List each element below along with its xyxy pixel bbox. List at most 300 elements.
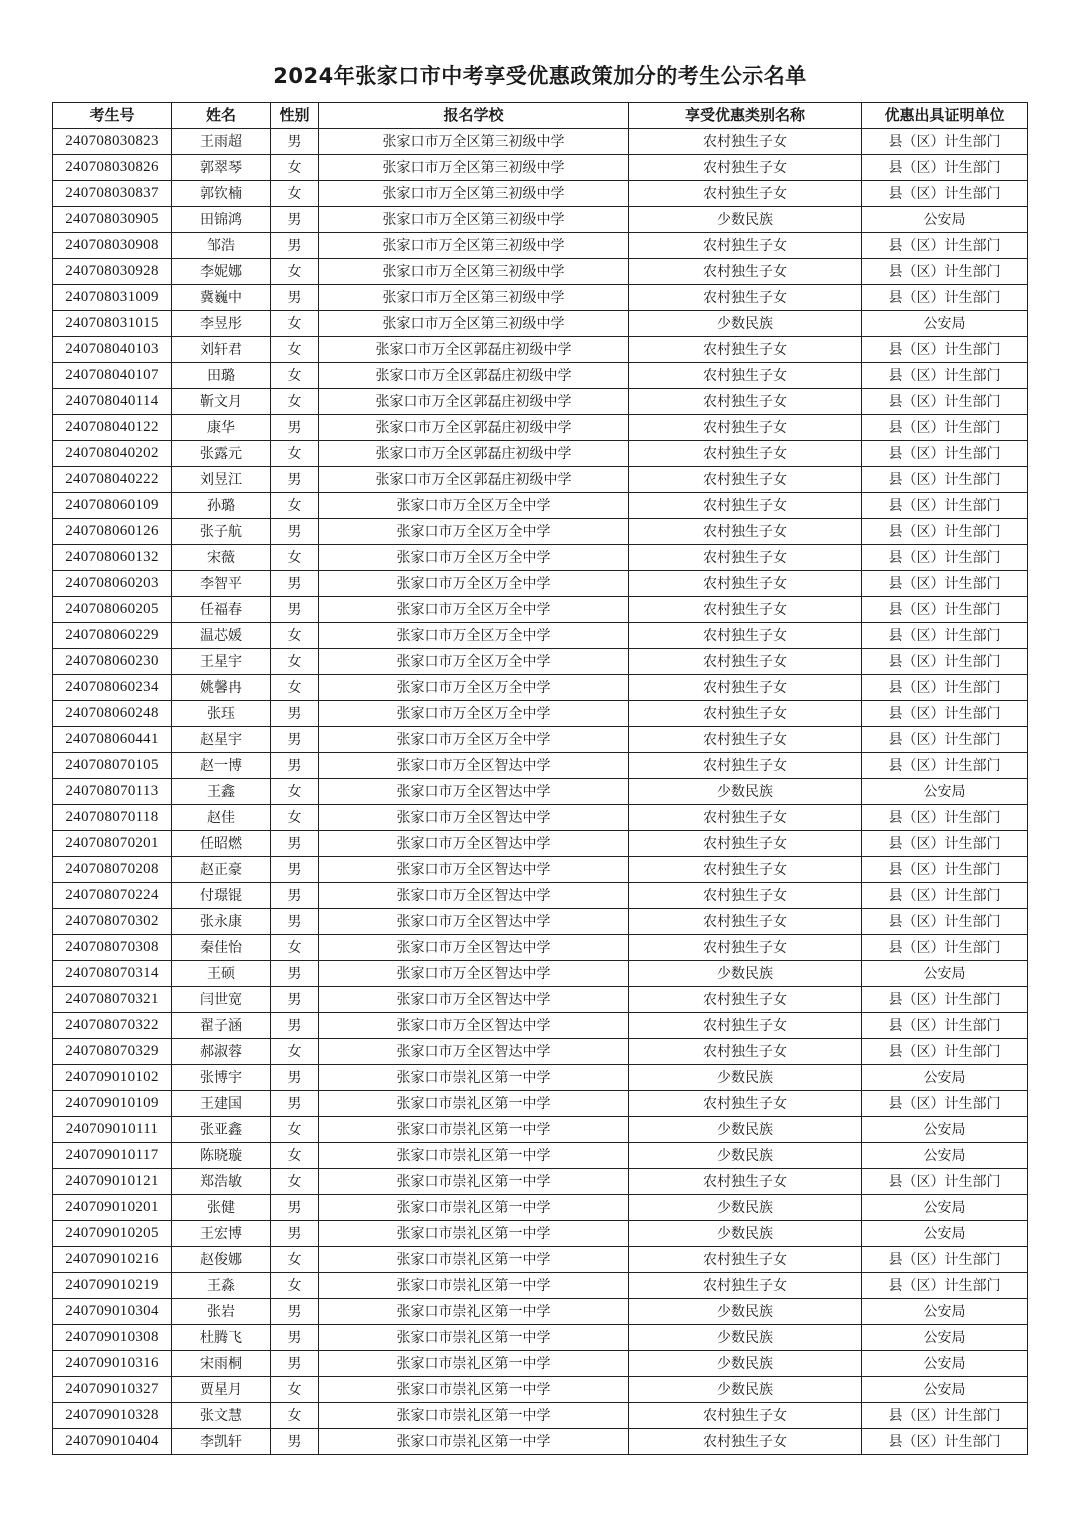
name-cell: 姚馨冉 bbox=[172, 675, 271, 701]
gender-cell: 女 bbox=[271, 259, 319, 285]
gender-cell: 男 bbox=[271, 831, 319, 857]
school-cell: 张家口市万全区智达中学 bbox=[319, 1039, 629, 1065]
issuer-cell: 公安局 bbox=[862, 1195, 1028, 1221]
name-cell: 赵佳 bbox=[172, 805, 271, 831]
name-cell: 王硕 bbox=[172, 961, 271, 987]
exam-id-cell: 240709010109 bbox=[53, 1091, 172, 1117]
gender-cell: 女 bbox=[271, 545, 319, 571]
category-cell: 少数民族 bbox=[629, 207, 862, 233]
category-cell: 农村独生子女 bbox=[629, 987, 862, 1013]
school-cell: 张家口市万全区第三初级中学 bbox=[319, 259, 629, 285]
issuer-cell: 县（区）计生部门 bbox=[862, 753, 1028, 779]
gender-cell: 男 bbox=[271, 233, 319, 259]
exam-id-cell: 240708030928 bbox=[53, 259, 172, 285]
school-cell: 张家口市万全区第三初级中学 bbox=[319, 311, 629, 337]
table-row bbox=[53, 1299, 1028, 1325]
table-row bbox=[53, 129, 1028, 155]
exam-id-cell: 240708060205 bbox=[53, 597, 172, 623]
gender-cell: 男 bbox=[271, 129, 319, 155]
table-row bbox=[53, 1143, 1028, 1169]
category-cell: 农村独生子女 bbox=[629, 1039, 862, 1065]
school-cell: 张家口市万全区郭磊庄初级中学 bbox=[319, 441, 629, 467]
table-row bbox=[53, 1351, 1028, 1377]
exam-id-cell: 240708070321 bbox=[53, 987, 172, 1013]
category-cell: 农村独生子女 bbox=[629, 805, 862, 831]
name-cell: 翟子涵 bbox=[172, 1013, 271, 1039]
school-cell: 张家口市崇礼区第一中学 bbox=[319, 1325, 629, 1351]
exam-id-cell: 240708070105 bbox=[53, 753, 172, 779]
issuer-cell: 县（区）计生部门 bbox=[862, 441, 1028, 467]
school-cell: 张家口市崇礼区第一中学 bbox=[319, 1351, 629, 1377]
category-cell: 农村独生子女 bbox=[629, 909, 862, 935]
gender-cell: 男 bbox=[271, 1351, 319, 1377]
issuer-cell: 县（区）计生部门 bbox=[862, 597, 1028, 623]
school-cell: 张家口市崇礼区第一中学 bbox=[319, 1377, 629, 1403]
school-cell: 张家口市万全区智达中学 bbox=[319, 883, 629, 909]
name-cell: 郭翠琴 bbox=[172, 155, 271, 181]
issuer-cell: 县（区）计生部门 bbox=[862, 545, 1028, 571]
category-cell: 少数民族 bbox=[629, 961, 862, 987]
exam-id-cell: 240708060248 bbox=[53, 701, 172, 727]
school-cell: 张家口市万全区智达中学 bbox=[319, 779, 629, 805]
category-cell: 农村独生子女 bbox=[629, 649, 862, 675]
issuer-cell: 县（区）计生部门 bbox=[862, 259, 1028, 285]
category-cell: 农村独生子女 bbox=[629, 233, 862, 259]
category-cell: 农村独生子女 bbox=[629, 753, 862, 779]
table-row bbox=[53, 467, 1028, 493]
issuer-cell: 县（区）计生部门 bbox=[862, 857, 1028, 883]
table-row bbox=[53, 961, 1028, 987]
name-cell: 张亚鑫 bbox=[172, 1117, 271, 1143]
name-cell: 张珏 bbox=[172, 701, 271, 727]
issuer-cell: 县（区）计生部门 bbox=[862, 623, 1028, 649]
category-cell: 少数民族 bbox=[629, 1377, 862, 1403]
school-cell: 张家口市万全区郭磊庄初级中学 bbox=[319, 467, 629, 493]
table-row bbox=[53, 259, 1028, 285]
name-cell: 李妮娜 bbox=[172, 259, 271, 285]
school-cell: 张家口市万全区万全中学 bbox=[319, 727, 629, 753]
issuer-cell: 县（区）计生部门 bbox=[862, 727, 1028, 753]
exam-id-cell: 240708030908 bbox=[53, 233, 172, 259]
table-row bbox=[53, 493, 1028, 519]
school-cell: 张家口市万全区智达中学 bbox=[319, 1013, 629, 1039]
name-cell: 王淼 bbox=[172, 1273, 271, 1299]
issuer-cell: 县（区）计生部门 bbox=[862, 467, 1028, 493]
gender-cell: 男 bbox=[271, 753, 319, 779]
name-cell: 刘轩君 bbox=[172, 337, 271, 363]
school-cell: 张家口市万全区智达中学 bbox=[319, 857, 629, 883]
school-cell: 张家口市万全区郭磊庄初级中学 bbox=[319, 415, 629, 441]
issuer-cell: 县（区）计生部门 bbox=[862, 831, 1028, 857]
category-cell: 少数民族 bbox=[629, 779, 862, 805]
table-row bbox=[53, 233, 1028, 259]
exam-id-cell: 240708070118 bbox=[53, 805, 172, 831]
category-cell: 农村独生子女 bbox=[629, 545, 862, 571]
exam-id-cell: 240709010205 bbox=[53, 1221, 172, 1247]
category-cell: 农村独生子女 bbox=[629, 337, 862, 363]
gender-cell: 女 bbox=[271, 1377, 319, 1403]
school-cell: 张家口市万全区智达中学 bbox=[319, 753, 629, 779]
name-cell: 张露元 bbox=[172, 441, 271, 467]
category-cell: 少数民族 bbox=[629, 311, 862, 337]
issuer-cell: 县（区）计生部门 bbox=[862, 415, 1028, 441]
category-cell: 农村独生子女 bbox=[629, 389, 862, 415]
exam-id-cell: 240708070302 bbox=[53, 909, 172, 935]
school-cell: 张家口市万全区万全中学 bbox=[319, 649, 629, 675]
school-cell: 张家口市崇礼区第一中学 bbox=[319, 1065, 629, 1091]
name-cell: 秦佳怡 bbox=[172, 935, 271, 961]
table-row bbox=[53, 415, 1028, 441]
gender-cell: 女 bbox=[271, 1273, 319, 1299]
name-cell: 王雨超 bbox=[172, 129, 271, 155]
category-cell: 农村独生子女 bbox=[629, 519, 862, 545]
exam-id-cell: 240709010102 bbox=[53, 1065, 172, 1091]
name-cell: 王鑫 bbox=[172, 779, 271, 805]
gender-cell: 女 bbox=[271, 1039, 319, 1065]
issuer-cell: 公安局 bbox=[862, 1221, 1028, 1247]
issuer-cell: 县（区）计生部门 bbox=[862, 1403, 1028, 1429]
column-header-gender: 性别 bbox=[271, 103, 319, 129]
gender-cell: 男 bbox=[271, 597, 319, 623]
category-cell: 农村独生子女 bbox=[629, 467, 862, 493]
table-row bbox=[53, 1221, 1028, 1247]
gender-cell: 男 bbox=[271, 207, 319, 233]
school-cell: 张家口市万全区万全中学 bbox=[319, 519, 629, 545]
name-cell: 孙璐 bbox=[172, 493, 271, 519]
name-cell: 郭钦楠 bbox=[172, 181, 271, 207]
school-cell: 张家口市万全区郭磊庄初级中学 bbox=[319, 389, 629, 415]
column-header-category: 享受优惠类别名称 bbox=[629, 103, 862, 129]
table-row bbox=[53, 649, 1028, 675]
gender-cell: 女 bbox=[271, 389, 319, 415]
issuer-cell: 县（区）计生部门 bbox=[862, 1091, 1028, 1117]
gender-cell: 男 bbox=[271, 987, 319, 1013]
category-cell: 农村独生子女 bbox=[629, 1091, 862, 1117]
gender-cell: 男 bbox=[271, 1325, 319, 1351]
issuer-cell: 县（区）计生部门 bbox=[862, 129, 1028, 155]
table-row bbox=[53, 1013, 1028, 1039]
school-cell: 张家口市万全区智达中学 bbox=[319, 909, 629, 935]
gender-cell: 男 bbox=[271, 467, 319, 493]
table-row bbox=[53, 311, 1028, 337]
issuer-cell: 县（区）计生部门 bbox=[862, 389, 1028, 415]
gender-cell: 男 bbox=[271, 1065, 319, 1091]
name-cell: 张岩 bbox=[172, 1299, 271, 1325]
issuer-cell: 县（区）计生部门 bbox=[862, 337, 1028, 363]
table-row bbox=[53, 935, 1028, 961]
school-cell: 张家口市崇礼区第一中学 bbox=[319, 1299, 629, 1325]
exam-id-cell: 240708060229 bbox=[53, 623, 172, 649]
issuer-cell: 公安局 bbox=[862, 1143, 1028, 1169]
exam-id-cell: 240708060441 bbox=[53, 727, 172, 753]
gender-cell: 女 bbox=[271, 779, 319, 805]
name-cell: 张健 bbox=[172, 1195, 271, 1221]
category-cell: 农村独生子女 bbox=[629, 1247, 862, 1273]
gender-cell: 女 bbox=[271, 181, 319, 207]
name-cell: 康华 bbox=[172, 415, 271, 441]
table-row bbox=[53, 623, 1028, 649]
exam-id-cell: 240709010328 bbox=[53, 1403, 172, 1429]
page-title: 2024年张家口市中考享受优惠政策加分的考生公示名单 bbox=[273, 64, 807, 88]
table-row bbox=[53, 597, 1028, 623]
school-cell: 张家口市崇礼区第一中学 bbox=[319, 1247, 629, 1273]
issuer-cell: 县（区）计生部门 bbox=[862, 571, 1028, 597]
table-row bbox=[53, 207, 1028, 233]
category-cell: 少数民族 bbox=[629, 1221, 862, 1247]
name-cell: 田璐 bbox=[172, 363, 271, 389]
category-cell: 农村独生子女 bbox=[629, 1013, 862, 1039]
gender-cell: 男 bbox=[271, 1429, 319, 1455]
exam-id-cell: 240708030837 bbox=[53, 181, 172, 207]
gender-cell: 女 bbox=[271, 363, 319, 389]
category-cell: 农村独生子女 bbox=[629, 701, 862, 727]
gender-cell: 男 bbox=[271, 285, 319, 311]
exam-id-cell: 240709010308 bbox=[53, 1325, 172, 1351]
table-row bbox=[53, 1403, 1028, 1429]
school-cell: 张家口市万全区第三初级中学 bbox=[319, 155, 629, 181]
table-row bbox=[53, 1117, 1028, 1143]
school-cell: 张家口市万全区第三初级中学 bbox=[319, 285, 629, 311]
table-row bbox=[53, 701, 1028, 727]
school-cell: 张家口市万全区智达中学 bbox=[319, 805, 629, 831]
issuer-cell: 县（区）计生部门 bbox=[862, 935, 1028, 961]
table-row bbox=[53, 1377, 1028, 1403]
issuer-cell: 县（区）计生部门 bbox=[862, 519, 1028, 545]
issuer-cell: 县（区）计生部门 bbox=[862, 1273, 1028, 1299]
school-cell: 张家口市万全区万全中学 bbox=[319, 675, 629, 701]
school-cell: 张家口市万全区智达中学 bbox=[319, 961, 629, 987]
issuer-cell: 公安局 bbox=[862, 961, 1028, 987]
category-cell: 农村独生子女 bbox=[629, 675, 862, 701]
issuer-cell: 县（区）计生部门 bbox=[862, 1429, 1028, 1455]
school-cell: 张家口市崇礼区第一中学 bbox=[319, 1169, 629, 1195]
issuer-cell: 县（区）计生部门 bbox=[862, 883, 1028, 909]
category-cell: 农村独生子女 bbox=[629, 493, 862, 519]
gender-cell: 男 bbox=[271, 415, 319, 441]
exam-id-cell: 240708070208 bbox=[53, 857, 172, 883]
table-row bbox=[53, 727, 1028, 753]
exam-id-cell: 240708060203 bbox=[53, 571, 172, 597]
exam-id-cell: 240708070201 bbox=[53, 831, 172, 857]
gender-cell: 男 bbox=[271, 1091, 319, 1117]
table-row bbox=[53, 519, 1028, 545]
category-cell: 少数民族 bbox=[629, 1325, 862, 1351]
gender-cell: 女 bbox=[271, 1403, 319, 1429]
exam-id-cell: 240709010121 bbox=[53, 1169, 172, 1195]
category-cell: 农村独生子女 bbox=[629, 1273, 862, 1299]
issuer-cell: 公安局 bbox=[862, 1065, 1028, 1091]
name-cell: 杜腾飞 bbox=[172, 1325, 271, 1351]
table-row bbox=[53, 883, 1028, 909]
issuer-cell: 县（区）计生部门 bbox=[862, 805, 1028, 831]
exam-id-cell: 240709010316 bbox=[53, 1351, 172, 1377]
gender-cell: 女 bbox=[271, 675, 319, 701]
school-cell: 张家口市崇礼区第一中学 bbox=[319, 1117, 629, 1143]
school-cell: 张家口市万全区万全中学 bbox=[319, 597, 629, 623]
gender-cell: 女 bbox=[271, 1143, 319, 1169]
table-row bbox=[53, 1065, 1028, 1091]
school-cell: 张家口市万全区智达中学 bbox=[319, 987, 629, 1013]
exam-id-cell: 240709010327 bbox=[53, 1377, 172, 1403]
gender-cell: 男 bbox=[271, 727, 319, 753]
gender-cell: 男 bbox=[271, 1299, 319, 1325]
table-row bbox=[53, 753, 1028, 779]
name-cell: 冀巍中 bbox=[172, 285, 271, 311]
exam-id-cell: 240708030905 bbox=[53, 207, 172, 233]
name-cell: 张文慧 bbox=[172, 1403, 271, 1429]
gender-cell: 男 bbox=[271, 857, 319, 883]
table-row bbox=[53, 155, 1028, 181]
gender-cell: 女 bbox=[271, 1117, 319, 1143]
exam-id-cell: 240708040202 bbox=[53, 441, 172, 467]
name-cell: 任福春 bbox=[172, 597, 271, 623]
issuer-cell: 县（区）计生部门 bbox=[862, 987, 1028, 1013]
exam-id-cell: 240708031015 bbox=[53, 311, 172, 337]
table-row bbox=[53, 1247, 1028, 1273]
name-cell: 宋雨桐 bbox=[172, 1351, 271, 1377]
school-cell: 张家口市万全区万全中学 bbox=[319, 623, 629, 649]
table-row bbox=[53, 1039, 1028, 1065]
name-cell: 邹浩 bbox=[172, 233, 271, 259]
exam-id-cell: 240708031009 bbox=[53, 285, 172, 311]
category-cell: 农村独生子女 bbox=[629, 415, 862, 441]
category-cell: 少数民族 bbox=[629, 1299, 862, 1325]
column-header-school: 报名学校 bbox=[319, 103, 629, 129]
name-cell: 田锦鸿 bbox=[172, 207, 271, 233]
school-cell: 张家口市万全区智达中学 bbox=[319, 831, 629, 857]
table-row bbox=[53, 857, 1028, 883]
school-cell: 张家口市万全区万全中学 bbox=[319, 571, 629, 597]
name-cell: 陈晓璇 bbox=[172, 1143, 271, 1169]
exam-id-cell: 240708060132 bbox=[53, 545, 172, 571]
category-cell: 农村独生子女 bbox=[629, 259, 862, 285]
category-cell: 少数民族 bbox=[629, 1351, 862, 1377]
category-cell: 农村独生子女 bbox=[629, 857, 862, 883]
table-row bbox=[53, 831, 1028, 857]
category-cell: 农村独生子女 bbox=[629, 1169, 862, 1195]
column-header-name: 姓名 bbox=[172, 103, 271, 129]
name-cell: 王星宇 bbox=[172, 649, 271, 675]
issuer-cell: 公安局 bbox=[862, 779, 1028, 805]
table-row bbox=[53, 987, 1028, 1013]
name-cell: 王建国 bbox=[172, 1091, 271, 1117]
exam-id-cell: 240708060109 bbox=[53, 493, 172, 519]
school-cell: 张家口市崇礼区第一中学 bbox=[319, 1273, 629, 1299]
gender-cell: 女 bbox=[271, 155, 319, 181]
exam-id-cell: 240708040222 bbox=[53, 467, 172, 493]
table-row bbox=[53, 909, 1028, 935]
gender-cell: 女 bbox=[271, 623, 319, 649]
exam-id-cell: 240709010117 bbox=[53, 1143, 172, 1169]
table-row bbox=[53, 545, 1028, 571]
school-cell: 张家口市崇礼区第一中学 bbox=[319, 1429, 629, 1455]
name-cell: 刘昱江 bbox=[172, 467, 271, 493]
exam-id-cell: 240708060230 bbox=[53, 649, 172, 675]
category-cell: 农村独生子女 bbox=[629, 935, 862, 961]
issuer-cell: 县（区）计生部门 bbox=[862, 233, 1028, 259]
exam-id-cell: 240708040103 bbox=[53, 337, 172, 363]
table-row bbox=[53, 389, 1028, 415]
gender-cell: 女 bbox=[271, 1169, 319, 1195]
category-cell: 农村独生子女 bbox=[629, 623, 862, 649]
category-cell: 少数民族 bbox=[629, 1065, 862, 1091]
gender-cell: 男 bbox=[271, 1013, 319, 1039]
exam-id-cell: 240708070113 bbox=[53, 779, 172, 805]
category-cell: 农村独生子女 bbox=[629, 597, 862, 623]
name-cell: 赵俊娜 bbox=[172, 1247, 271, 1273]
gender-cell: 男 bbox=[271, 909, 319, 935]
gender-cell: 男 bbox=[271, 701, 319, 727]
name-cell: 张博宇 bbox=[172, 1065, 271, 1091]
name-cell: 张子航 bbox=[172, 519, 271, 545]
name-cell: 王宏博 bbox=[172, 1221, 271, 1247]
table-row bbox=[53, 337, 1028, 363]
exam-id-cell: 240708040122 bbox=[53, 415, 172, 441]
issuer-cell: 公安局 bbox=[862, 207, 1028, 233]
school-cell: 张家口市万全区第三初级中学 bbox=[319, 207, 629, 233]
school-cell: 张家口市万全区第三初级中学 bbox=[319, 129, 629, 155]
issuer-cell: 县（区）计生部门 bbox=[862, 285, 1028, 311]
school-cell: 张家口市崇礼区第一中学 bbox=[319, 1403, 629, 1429]
gender-cell: 女 bbox=[271, 649, 319, 675]
school-cell: 张家口市万全区郭磊庄初级中学 bbox=[319, 337, 629, 363]
category-cell: 农村独生子女 bbox=[629, 181, 862, 207]
category-cell: 农村独生子女 bbox=[629, 285, 862, 311]
gender-cell: 女 bbox=[271, 805, 319, 831]
exam-id-cell: 240708060234 bbox=[53, 675, 172, 701]
issuer-cell: 公安局 bbox=[862, 1351, 1028, 1377]
exam-id-cell: 240708030823 bbox=[53, 129, 172, 155]
exam-id-cell: 240708070314 bbox=[53, 961, 172, 987]
name-cell: 赵正豪 bbox=[172, 857, 271, 883]
exam-id-cell: 240708040114 bbox=[53, 389, 172, 415]
category-cell: 少数民族 bbox=[629, 1195, 862, 1221]
gender-cell: 男 bbox=[271, 519, 319, 545]
category-cell: 农村独生子女 bbox=[629, 363, 862, 389]
table-row bbox=[53, 363, 1028, 389]
category-cell: 农村独生子女 bbox=[629, 1403, 862, 1429]
gender-cell: 男 bbox=[271, 1195, 319, 1221]
name-cell: 温芯媛 bbox=[172, 623, 271, 649]
gender-cell: 女 bbox=[271, 1247, 319, 1273]
issuer-cell: 县（区）计生部门 bbox=[862, 1013, 1028, 1039]
school-cell: 张家口市崇礼区第一中学 bbox=[319, 1221, 629, 1247]
name-cell: 宋薇 bbox=[172, 545, 271, 571]
exam-id-cell: 240709010216 bbox=[53, 1247, 172, 1273]
school-cell: 张家口市万全区第三初级中学 bbox=[319, 181, 629, 207]
school-cell: 张家口市崇礼区第一中学 bbox=[319, 1195, 629, 1221]
issuer-cell: 县（区）计生部门 bbox=[862, 675, 1028, 701]
table-row bbox=[53, 1169, 1028, 1195]
category-cell: 农村独生子女 bbox=[629, 441, 862, 467]
issuer-cell: 县（区）计生部门 bbox=[862, 155, 1028, 181]
name-cell: 付璟锟 bbox=[172, 883, 271, 909]
issuer-cell: 公安局 bbox=[862, 1377, 1028, 1403]
issuer-cell: 县（区）计生部门 bbox=[862, 649, 1028, 675]
school-cell: 张家口市万全区郭磊庄初级中学 bbox=[319, 363, 629, 389]
name-cell: 靳文月 bbox=[172, 389, 271, 415]
issuer-cell: 县（区）计生部门 bbox=[862, 493, 1028, 519]
exam-id-cell: 240708040107 bbox=[53, 363, 172, 389]
issuer-cell: 公安局 bbox=[862, 1117, 1028, 1143]
table-header-row bbox=[53, 103, 1028, 129]
exam-id-cell: 240708060126 bbox=[53, 519, 172, 545]
exam-id-cell: 240709010219 bbox=[53, 1273, 172, 1299]
table-row bbox=[53, 1091, 1028, 1117]
table-row bbox=[53, 285, 1028, 311]
name-cell: 李智平 bbox=[172, 571, 271, 597]
issuer-cell: 公安局 bbox=[862, 311, 1028, 337]
